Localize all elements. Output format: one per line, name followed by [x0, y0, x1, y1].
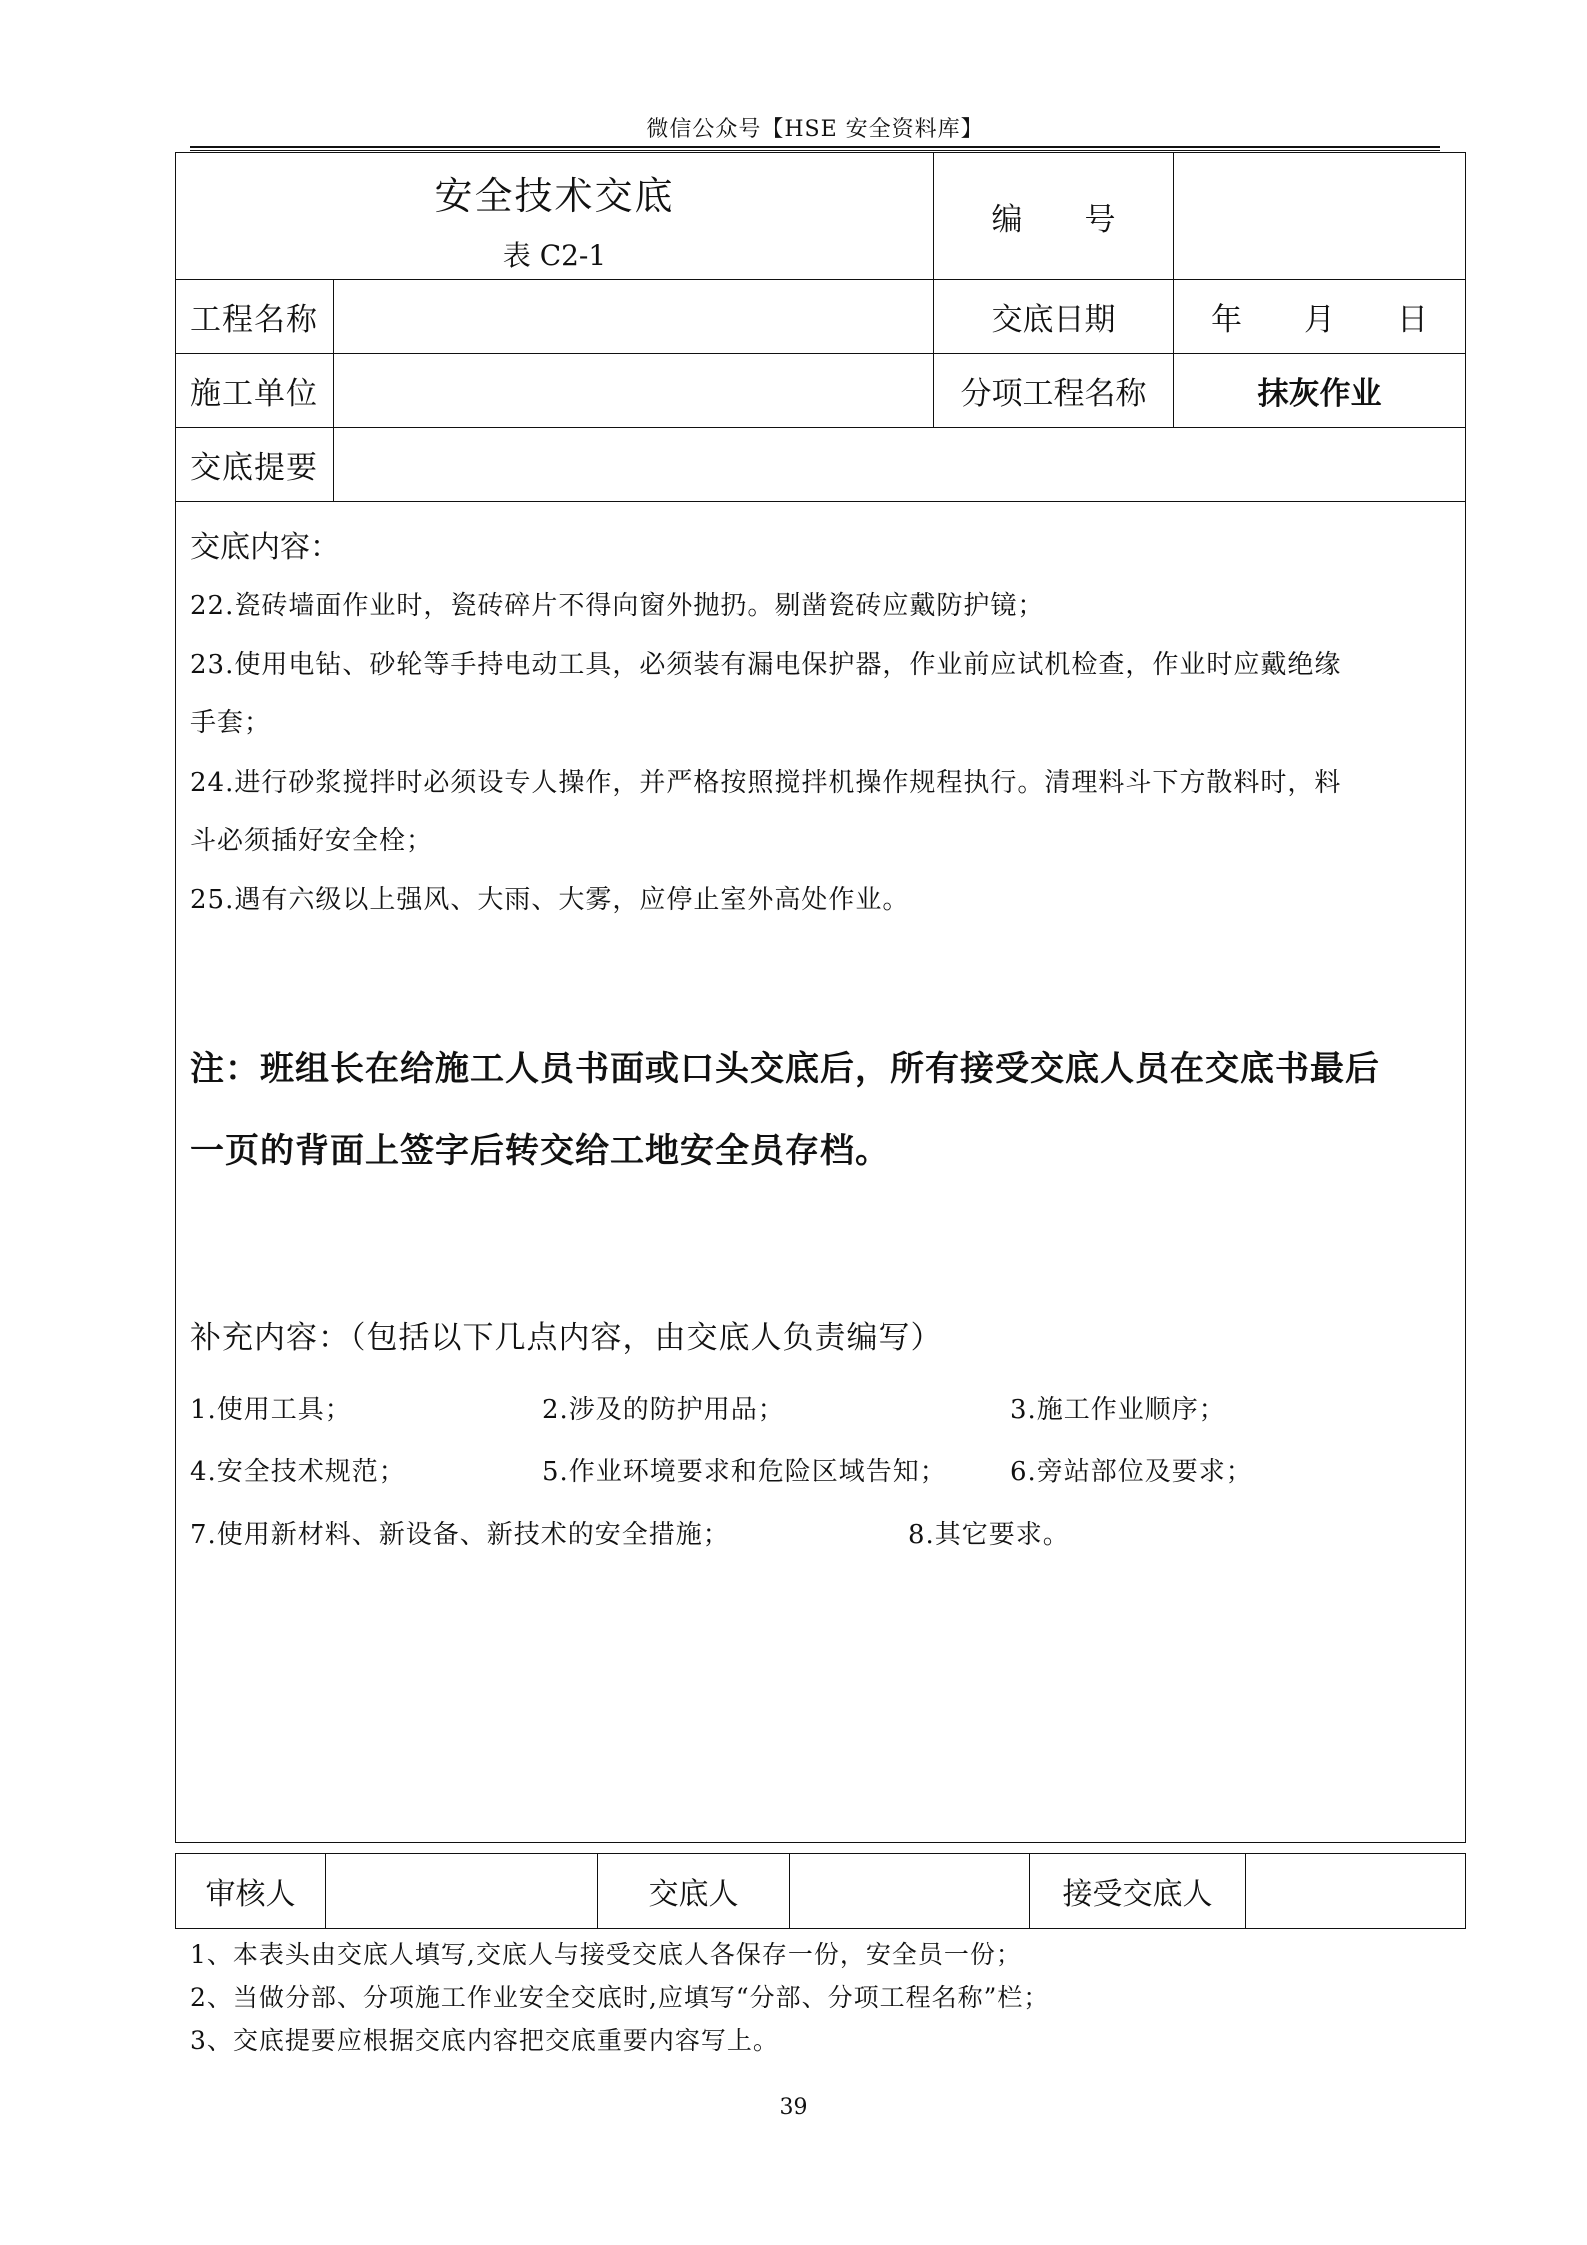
sub-project-label: 分项工程名称	[934, 354, 1174, 428]
header-rule	[190, 146, 1440, 148]
date-field[interactable]: 年 月 日	[1174, 280, 1466, 354]
supplement-item: 6.旁站部位及要求；	[1010, 1457, 1253, 1487]
supplement-item: 8.其它要求。	[908, 1520, 1070, 1550]
footnote: 3、交底提要应根据交底内容把交底重要内容写上。	[190, 2026, 779, 2055]
form-subtitle: 表 C2-1	[502, 238, 607, 272]
project-name-field[interactable]	[334, 280, 934, 354]
note-line: 一页的背面上签字后转交给工地安全员存档。	[190, 1131, 890, 1171]
project-name-label: 工程名称	[176, 280, 334, 354]
supplement-item: 4.安全技术规范；	[190, 1457, 406, 1487]
content-line: 24.进行砂浆搅拌时必须设专人操作，并严格按照搅拌机操作规程执行。清理料斗下方散料时，料	[190, 768, 1342, 798]
footnote: 1、本表头由交底人填写,交底人与接受交底人各保存一份，安全员一份；	[190, 1940, 1022, 1969]
supplement-item: 7.使用新材料、新设备、新技术的安全措施；	[190, 1520, 730, 1550]
note-line: 注：班组长在给施工人员书面或口头交底后，所有接受交底人员在交底书最后	[190, 1049, 1380, 1089]
summary-label: 交底提要	[176, 428, 334, 502]
discloser-label: 交底人	[598, 1854, 790, 1929]
page-header: 微信公众号【HSE 安全资料库】	[646, 117, 984, 142]
header-rule-thin	[190, 150, 1440, 151]
footnote: 2、当做分部、分项施工作业安全交底时,应填写“分部、分项工程名称”栏；	[190, 1983, 1050, 2012]
signature-table	[175, 1853, 1466, 1929]
supplement-heading: 补充内容：（包括以下几点内容，由交底人负责编写）	[190, 1320, 943, 1356]
unit-field[interactable]	[334, 354, 934, 428]
supplement-item: 5.作业环境要求和危险区域告知；	[542, 1457, 947, 1487]
number-field[interactable]	[1174, 153, 1466, 280]
summary-field[interactable]	[334, 428, 1466, 502]
content-line: 23.使用电钻、砂轮等手持电动工具，必须装有漏电保护器，作业前应试机检查，作业时应戴绝缘	[190, 650, 1342, 680]
reviewer-label: 审核人	[176, 1854, 326, 1929]
supplement-item: 1.使用工具；	[190, 1395, 352, 1425]
number-label: 编 号	[934, 153, 1174, 280]
content-line: 斗必须插好安全栓；	[190, 826, 434, 856]
receiver-signature-field[interactable]	[1246, 1854, 1466, 1929]
reviewer-signature-field[interactable]	[326, 1854, 598, 1929]
page-number: 39	[779, 2095, 808, 2120]
content-heading: 交底内容：	[190, 530, 340, 565]
date-label: 交底日期	[934, 280, 1174, 354]
content-line: 手套；	[190, 708, 272, 738]
sub-project-field[interactable]: 抹灰作业	[1174, 354, 1466, 428]
supplement-item: 2.涉及的防护用品；	[542, 1395, 785, 1425]
content-line: 25.遇有六级以上强风、大雨、大雾，应停止室外高处作业。	[190, 885, 910, 915]
title-cell	[176, 153, 934, 280]
disclosure-form-table	[175, 152, 1466, 1843]
discloser-signature-field[interactable]	[790, 1854, 1030, 1929]
form-title: 安全技术交底	[434, 173, 675, 218]
supplement-item: 3.施工作业顺序；	[1010, 1395, 1226, 1425]
content-cell	[176, 502, 1466, 1843]
receiver-label: 接受交底人	[1030, 1854, 1246, 1929]
content-line: 22.瓷砖墙面作业时，瓷砖碎片不得向窗外抛扔。剔凿瓷砖应戴防护镜；	[190, 591, 1045, 621]
unit-label: 施工单位	[176, 354, 334, 428]
